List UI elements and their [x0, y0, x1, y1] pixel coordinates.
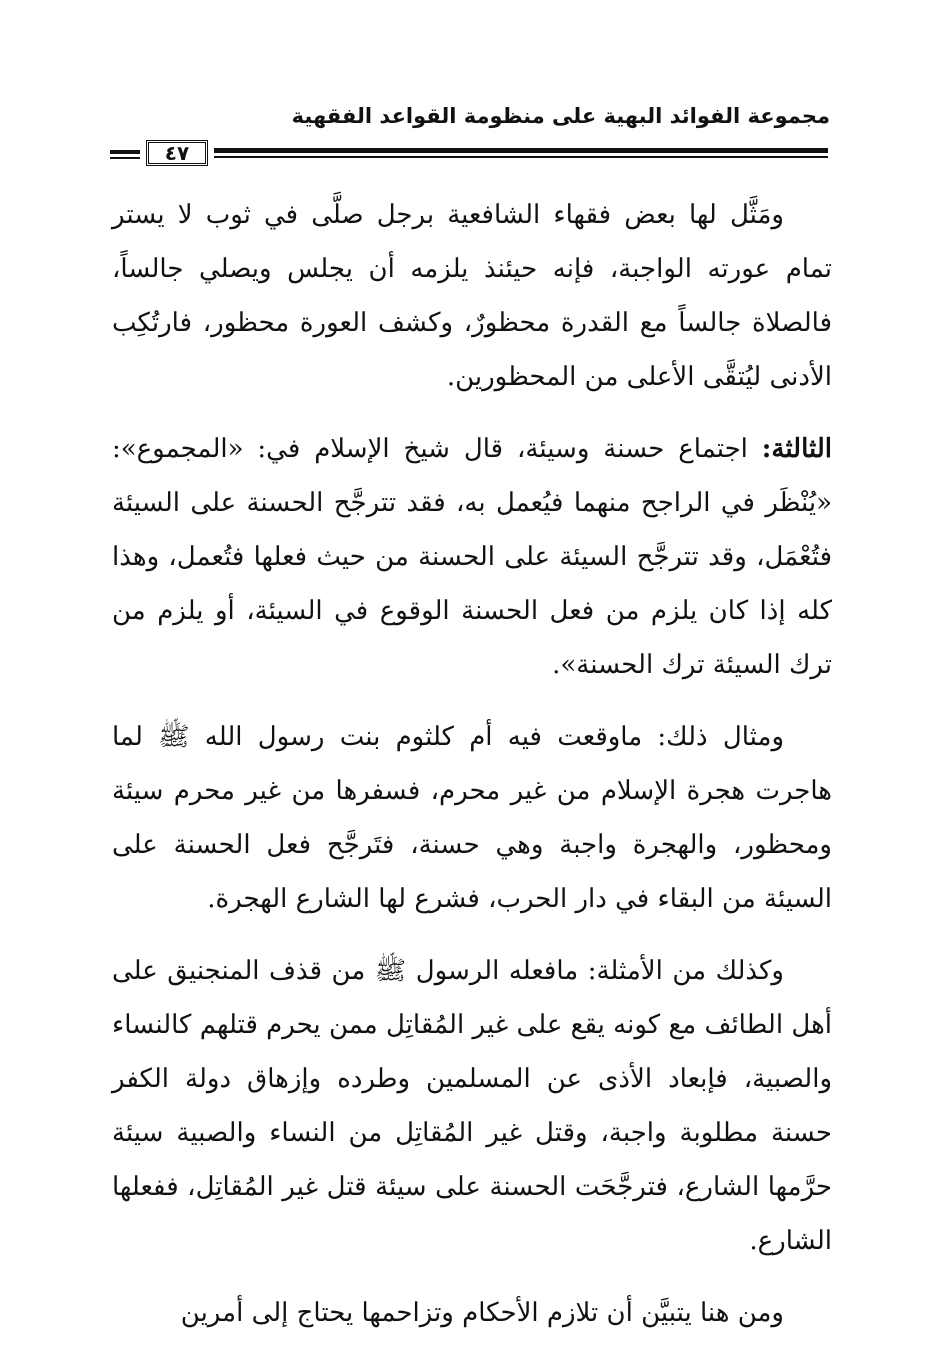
paragraph-2-text: اجتماع حسنة وسيئة، قال شيخ الإسلام في: «المجموع»: «يُنْظَر في الراجح منهما فيُعمل به، فقد تترجَّح الحسنة على السيئة فتُعْمَل، وقد تترجَّح السيئة على الحسنة من حيث فعلها فتُعمل، وهذا كله إذا كان يلزم من فعل الحسنة الوقوع في السيئة، أو يلزم من ترك السيئة ترك الحسنة».	[112, 434, 832, 680]
paragraph-1-text: ومَثَّل لها بعض فقهاء الشافعية برجل صلَّى في ثوب لا يستر تمام عورته الواجبة، فإنه حيئنذ يلزمه أن يجلس ويصلي جالساً، فالصلاة جالساً مع القدرة محظورٌ، وكشف العورة محظور، فارتُكِب الأدنى ليُتقَّى الأعلى من المحظورين.	[112, 200, 832, 392]
paragraph-3-text: ومثال ذلك: ماوقعت فيه أم كلثوم بنت رسول الله ﷺ لما هاجرت هجرة الإسلام من غير محرم، فسفرها من غير محرم سيئة ومحظور، والهجرة واجبة وهي حسنة، فتَرجَّح فعل الحسنة على السيئة من البقاء في دار الحرب، فشرع لها الشارع الهجرة.	[112, 722, 832, 914]
paragraph-2-lead: الثالثة:	[761, 434, 832, 464]
paragraph-4-text: وكذلك من الأمثلة: مافعله الرسول ﷺ من قذف المنجنيق على أهل الطائف مع كونه يقع على غير المُقاتِل ممن يحرم قتلهم كالنساء والصبية، فإبعاد الأذى عن المسلمين وطرده وإزهاق دولة الكفر حسنة مطلوبة واجبة، وقتل غير المُقاتِل من النساء والصبية سيئة حرَّمها الشارع، فترجَّحَت الحسنة على سيئة قتل غير المُقاتِل، ففعلها الشارع.	[112, 956, 833, 1256]
rule-right-thin	[214, 156, 828, 158]
page-number: ٤٧	[164, 141, 190, 165]
paragraph-1	[112, 188, 832, 404]
rule-left-thick	[110, 150, 140, 154]
paragraph-4	[112, 944, 832, 1268]
book-title: مجموعة الفوائد البهية على منظومة القواعد الفقهية	[291, 104, 830, 128]
header-rule	[110, 136, 828, 166]
paragraph-2	[112, 422, 832, 692]
page-body	[112, 188, 832, 1358]
paragraph-5-text: ومن هنا يتبيَّن أن تلازم الأحكام وتزاحمها يحتاج إلى أمرين	[180, 1298, 784, 1328]
paragraph-3	[112, 710, 832, 926]
paragraph-5	[112, 1286, 832, 1340]
page-number-box	[146, 140, 208, 166]
rule-left-thin	[110, 157, 140, 159]
rule-right-thick	[214, 148, 828, 153]
